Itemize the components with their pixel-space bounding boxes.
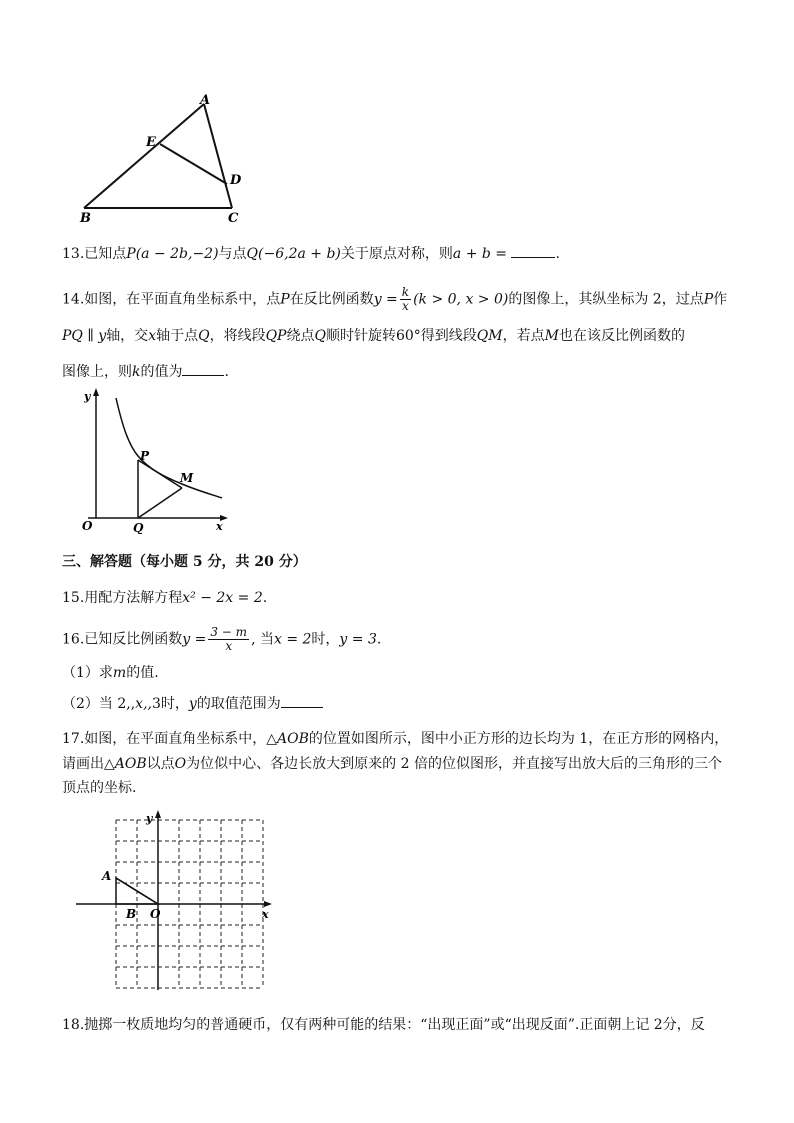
label-y: y — [146, 812, 153, 825]
question-16-part1 — [62, 663, 159, 683]
q17-aob: AOB — [277, 731, 309, 747]
q16-p2-post: 的取值范围为 — [196, 696, 281, 712]
q13-end: . — [555, 246, 560, 262]
q14-func-condition: (k > 0, x > 0) — [413, 291, 509, 308]
q16-end: . — [376, 631, 382, 648]
q13-text: 13.已知点 — [62, 246, 127, 262]
q17-text-e: 为位似中心、各边长放大到原来的 2 倍的位似图形，并直接写出放大后的三角形的三个 — [186, 756, 722, 772]
q14-angle: 60° — [395, 328, 421, 344]
q13-text-post: 关于原点对称，则 — [340, 246, 453, 262]
label-B: B — [80, 211, 91, 226]
question-16 — [62, 626, 381, 653]
q14-q2: Q — [314, 328, 326, 344]
q14-point-p2: P — [703, 291, 714, 308]
q14-fraction — [400, 286, 411, 313]
q15-end: . — [262, 590, 268, 606]
inverse-function-figure — [78, 384, 238, 534]
q16-p2-mid: 3时， — [151, 696, 189, 712]
label-A: A — [200, 93, 211, 108]
label-E: E — [146, 135, 156, 150]
label-B: B — [126, 907, 137, 921]
q17-text-d: 以点 — [146, 756, 175, 772]
q13-answer-blank[interactable] — [511, 243, 555, 258]
q14-text-i: 图像上，则 — [62, 364, 132, 380]
q14-text-g: ，若点 — [502, 328, 545, 344]
q14-text-post: 的图像上，其纵坐标为 2，过点 — [508, 291, 704, 308]
q16-p2-y: y — [188, 696, 197, 712]
q14-text-mid: 在反比例函数 — [289, 291, 374, 308]
q16-frac-den: x — [225, 639, 233, 653]
q16-p1-m: m — [112, 665, 127, 681]
question-17-line1 — [62, 729, 728, 749]
q16-p1-post: 的值. — [126, 665, 159, 681]
q16-text-mid: , 当 — [251, 631, 274, 648]
q16-text: 16.已知反比例函数 — [62, 631, 183, 648]
q18-text: 18.抛掷一枚质地均匀的普通硬币，仅有两种可能的结果：“出现正面”或“出现反面”.正面朝上记 2分，反 — [62, 1017, 705, 1033]
label-O: O — [82, 519, 93, 533]
label-x: x — [216, 520, 223, 533]
label-O: O — [150, 907, 161, 921]
q16-cond2: y = 3 — [339, 631, 377, 648]
q14-qm: QM — [476, 328, 503, 344]
label-x: x — [262, 908, 269, 921]
label-A: A — [102, 869, 112, 883]
q16-frac-num: 3 − m — [210, 625, 248, 639]
q14-frac-num: k — [401, 285, 410, 299]
label-D: D — [230, 173, 242, 188]
q13-q-coord: (−6,2a + b) — [258, 246, 341, 262]
label-M: M — [180, 471, 194, 485]
q14-text-e: 顺时针旋转 — [325, 328, 396, 344]
question-14-line2 — [62, 326, 685, 346]
q17-text-c: 请画出△ — [62, 756, 115, 772]
grid-figure — [62, 808, 282, 998]
q14-qp: QP — [265, 328, 287, 344]
q17-text-f: 顶点的坐标. — [62, 780, 137, 796]
q14-func-lhs: y = — [373, 291, 398, 308]
q16-cond1: x = 2 — [273, 631, 312, 648]
q14-answer-blank[interactable] — [182, 361, 224, 376]
section-heading: 三、解答题（每小题 5 分，共 20 分） — [62, 554, 307, 570]
q16-p2-x: x,, — [135, 696, 152, 712]
q14-text-h: 也在该反比例函数的 — [558, 328, 685, 344]
q17-text-b: 的位置如图所示，图中小正方形的边长均为 1，在正方形的网格内， — [308, 731, 729, 747]
q14-text-b: 轴于点 — [156, 328, 199, 344]
q17-o: O — [174, 756, 187, 772]
q15-text: 15.用配方法解方程 — [62, 590, 183, 606]
question-15 — [62, 588, 267, 608]
question-14-line3 — [62, 361, 229, 382]
q14-end: . — [224, 364, 229, 380]
q17-text-a: 17.如图，在平面直角坐标系中，△ — [62, 731, 278, 747]
q14-text-d: 绕点 — [286, 328, 315, 344]
q14-text-a: 轴，交 — [106, 328, 149, 344]
question-17-line3 — [62, 778, 136, 798]
q17-aob2: AOB — [114, 756, 147, 772]
q13-point-p: P — [126, 246, 136, 262]
q14-point-p: P — [280, 291, 290, 308]
q14-m: M — [544, 328, 559, 344]
q14-text-f: 得到线段 — [420, 328, 477, 344]
q14-q: Q — [198, 328, 210, 344]
q14-frac-den: x — [402, 299, 409, 313]
q14-pq-parallel: PQ ∥ y — [62, 328, 107, 344]
q13-point-q: Q — [246, 246, 259, 262]
q14-text: 14.如图，在平面直角坐标系中，点 — [62, 291, 281, 308]
label-C: C — [228, 211, 239, 226]
q14-text-end: 作 — [713, 291, 728, 308]
q14-k: k — [132, 364, 141, 380]
q13-text-mid: 与点 — [218, 246, 247, 262]
q16-lhs: y = — [182, 631, 207, 648]
label-y: y — [84, 390, 91, 403]
q16-fraction — [208, 626, 249, 653]
question-16-part2 — [62, 693, 323, 714]
question-17-line2 — [62, 754, 722, 774]
q16-answer-blank[interactable] — [281, 693, 323, 708]
label-Q: Q — [133, 521, 144, 534]
q15-equation: x² − 2x = 2 — [182, 590, 263, 606]
q14-x: x — [148, 328, 157, 344]
q16-p2-text: （2）当 2,, — [62, 696, 136, 712]
question-14-line1 — [62, 286, 727, 313]
q14-text-c: ，将线段 — [209, 328, 266, 344]
q13-expression: a + b = — [452, 246, 508, 262]
label-P: P — [140, 449, 150, 463]
question-13 — [62, 243, 560, 264]
q13-p-coord: (a − 2b,−2) — [135, 246, 219, 262]
q16-text-mid2: 时， — [311, 631, 340, 648]
q14-text-j: 的值为 — [140, 364, 183, 380]
q16-p1-text: （1）求 — [62, 665, 113, 681]
triangle-figure — [60, 88, 260, 228]
question-18 — [62, 1015, 705, 1035]
